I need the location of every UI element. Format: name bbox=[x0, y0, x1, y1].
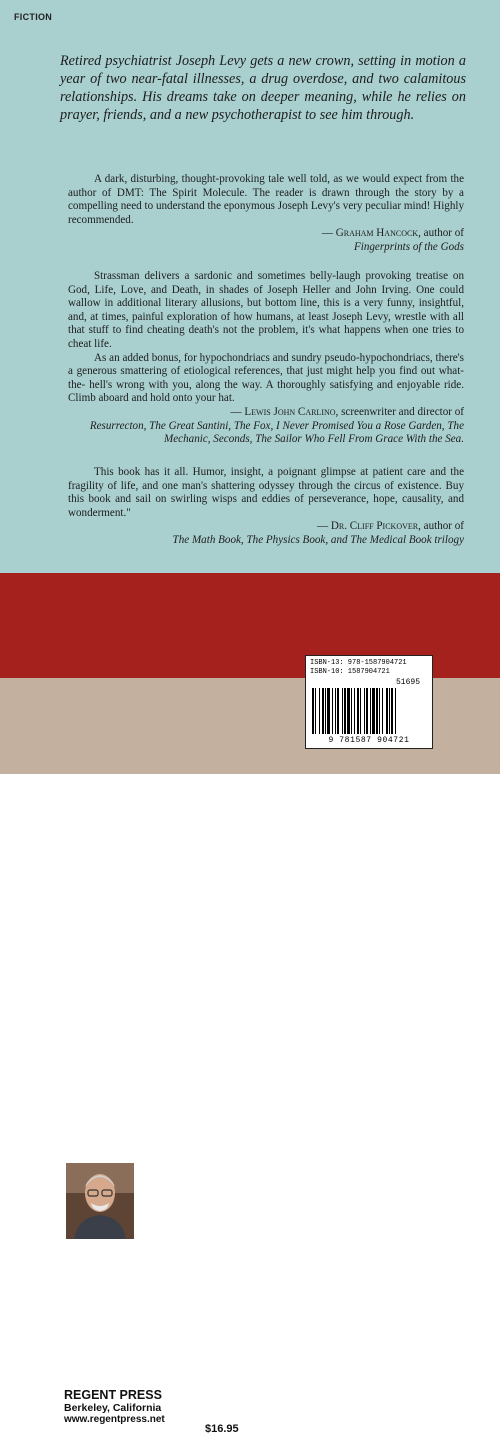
publisher-website: www.regentpress.net bbox=[64, 1414, 165, 1425]
reviewer-role: , author of bbox=[418, 227, 464, 240]
barcode-box bbox=[305, 655, 433, 749]
barcode-bar bbox=[335, 688, 336, 734]
reviewer-name: — Dr. Cliff Pickover bbox=[316, 520, 419, 533]
reviewer-works: Fingerprints of the Gods bbox=[353, 240, 464, 253]
publisher-block bbox=[64, 1388, 165, 1425]
barcode-bar bbox=[312, 688, 314, 734]
reviewer-name: — Graham Hancock bbox=[321, 227, 419, 240]
barcode-bar bbox=[351, 688, 352, 734]
category-label: FICTION bbox=[14, 12, 53, 22]
barcode-bar bbox=[386, 688, 388, 734]
barcode-bars bbox=[312, 688, 426, 734]
author-portrait-image bbox=[66, 1163, 134, 1239]
barcode-bar bbox=[370, 688, 371, 734]
barcode-bar bbox=[360, 688, 361, 734]
review-quote-1 bbox=[68, 173, 464, 255]
barcode-bar bbox=[364, 688, 365, 734]
barcode-bar bbox=[372, 688, 375, 734]
publisher-name: REGENT PRESS bbox=[64, 1388, 162, 1402]
author-bio: Rick Strassman is author of DMT: The Spirit Molecule and Clinical Associate Professor of Psychiatry at the University of New Mexico School of Medicine. www.rickstrassman.com bbox=[150, 1159, 435, 1217]
isbn10-text: ISBN-10: 1587904721 bbox=[310, 668, 390, 676]
barcode-bar bbox=[357, 688, 359, 734]
barcode-bar bbox=[389, 688, 390, 734]
quote-text: A dark, disturbing, thought-provoking tale well told, as we would expect from the author of DMT: The Spirit Molecule. The reader is drawn through the story by a compelling need to understand the eponymous Joseph Levy's very peculiar mind! Highly recommended. bbox=[68, 173, 464, 226]
barcode-bar bbox=[366, 688, 368, 734]
reviewer-name: — Lewis John Carlino bbox=[230, 405, 336, 418]
barcode-bar bbox=[391, 688, 393, 734]
quote-text: As an added bonus, for hypochondriacs and sundry pseudo-hypochondriacs, there's a generous smattering of etiological references, that just might help you find out what-the- hell's wrong with you, along the way. A thoroughly satisfying and enjoyable ride. Climb aboard and hold onto your hat. bbox=[68, 351, 464, 405]
quote-attribution bbox=[68, 520, 464, 547]
barcode-bar bbox=[395, 688, 396, 734]
barcode-bar bbox=[327, 688, 330, 734]
reviewer-works: Resurrecton, The Great Santini, The Fox, I Never Promised You a Rose Garden, The Mechanic, Seconds, The Sailor Who Fell From Grace With the Sea. bbox=[89, 419, 464, 446]
upper-panel bbox=[0, 0, 500, 573]
quote-text: This book has it all. Humor, insight, a poignant glimpse at patient care and the fragility of life, and one man's shattering odyssey through the circus of existence. Buy this book and sail on swirling wisps and eddies of perseverance, hope, causality, and wonderment." bbox=[68, 466, 464, 519]
barcode-bar bbox=[315, 688, 316, 734]
barcode-bar bbox=[342, 688, 343, 734]
barcode-bar bbox=[319, 688, 320, 734]
barcode-digits: 9 781587 904721 bbox=[328, 736, 410, 745]
price: $16.95 bbox=[205, 1423, 239, 1435]
quote-attribution bbox=[68, 227, 464, 254]
publisher-city: Berkeley, California bbox=[64, 1402, 162, 1414]
reviewer-role: , screenwriter and director of bbox=[335, 405, 464, 418]
reviewer-works: The Math Book, The Physics Book, and The Medical Book trilogy bbox=[172, 533, 464, 546]
quote-text: Strassman delivers a sardonic and sometimes belly-laugh provoking treatise on God, Life, Love, and Death, in shades of Joseph Heller and John Irving. One could wallow in additional literary allusions, but bottom line, this is a very funny, insightful, and, at times, painful exploration of how humans, at least Joseph Levy, wrestle with all that stuff to find cheating death's not the problem, it's what happens when one tries to cheat life. bbox=[68, 270, 464, 350]
barcode-bar bbox=[376, 688, 378, 734]
isbn13-text: ISBN-13: 978-1587904721 bbox=[310, 659, 407, 667]
barcode-bar bbox=[332, 688, 333, 734]
barcode-bar bbox=[382, 688, 383, 734]
quote-attribution bbox=[68, 406, 464, 447]
barcode-bar bbox=[325, 688, 326, 734]
barcode-bar bbox=[379, 688, 380, 734]
reviewer-role: , author of bbox=[418, 520, 464, 533]
price-code: 51695 bbox=[395, 678, 420, 687]
review-quote-3 bbox=[68, 466, 464, 548]
review-quote-2 bbox=[68, 270, 464, 447]
barcode-bar bbox=[322, 688, 324, 734]
barcode-bar bbox=[344, 688, 346, 734]
barcode-bar bbox=[354, 688, 355, 734]
author-photo bbox=[66, 1163, 134, 1239]
barcode-bar bbox=[337, 688, 339, 734]
blurb: Retired psychiatrist Joseph Levy gets a new crown, setting in motion a year of two near-fatal illnesses, a drug overdose, and two calamitous relationships. His dreams take on deeper meaning, while he relies on prayer, friends, and a new psychotherapist to see him through. bbox=[60, 53, 466, 123]
barcode-bar bbox=[347, 688, 350, 734]
